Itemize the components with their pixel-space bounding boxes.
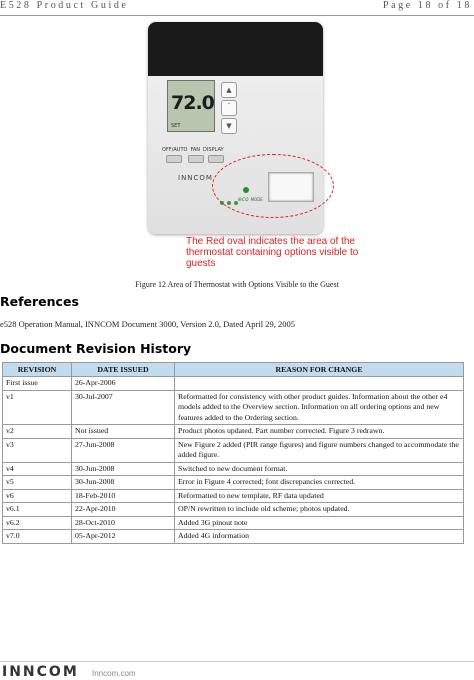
reason-cell: New Figure 2 added (PIR range figures) and figure numbers changed to accommodate the added figure. xyxy=(175,438,464,462)
guest-area-oval xyxy=(212,154,334,218)
revision-cell: v3 xyxy=(3,438,72,462)
reason-cell: Added 4G information xyxy=(175,530,464,544)
table-row xyxy=(3,377,464,391)
table-row xyxy=(3,462,464,476)
revision-cell: v2 xyxy=(3,425,72,439)
device-button-labels xyxy=(162,147,224,153)
fan-key xyxy=(188,155,204,163)
date-cell: 28-Oct-2010 xyxy=(72,516,175,530)
footer-url[interactable]: Inncom.com xyxy=(92,669,136,678)
reason-cell xyxy=(175,377,464,391)
off-auto-label: OFF/AUTO xyxy=(162,147,188,153)
lcd-set-label: SET xyxy=(171,123,181,129)
figure-red-caption: The Red oval indicates the area of the thermostat containing options visible to guests xyxy=(186,236,359,269)
footer-divider xyxy=(0,661,474,662)
table-row xyxy=(3,503,464,517)
page-header xyxy=(0,0,474,14)
display-key xyxy=(208,155,224,163)
header-divider xyxy=(0,15,474,16)
references-heading: References xyxy=(0,294,79,309)
date-cell: 30-Jun-2008 xyxy=(72,462,175,476)
reason-cell: Reformatted for consistency with other product guides. Information about the other e4 models added to the Overview section. Information on all ordering options and new features added to the Ordering section. xyxy=(175,390,464,425)
reason-cell: Error in Figure 4 corrected; font discrepancies corrected. xyxy=(175,476,464,490)
revision-history-heading: Document Revision History xyxy=(0,341,192,356)
reason-cell: Reformatted to new template, RF data updated xyxy=(175,489,464,503)
table-row xyxy=(3,476,464,490)
revision-table xyxy=(2,362,464,544)
column-header-revision: REVISION xyxy=(3,363,72,377)
revision-cell: v1 xyxy=(3,390,72,425)
revision-cell: v6.1 xyxy=(3,503,72,517)
revision-cell: v7.0 xyxy=(3,530,72,544)
reason-cell: Switched to new document format. xyxy=(175,462,464,476)
thermostat-figure xyxy=(138,22,370,280)
revision-cell: v5 xyxy=(3,476,72,490)
eco-label: eco MODE xyxy=(238,196,263,203)
revision-cell: v6 xyxy=(3,489,72,503)
header-title: E528 Product Guide xyxy=(0,0,129,11)
column-header-reason: REASON FOR CHANGE xyxy=(175,363,464,377)
device-brand: INNCOM xyxy=(178,174,213,182)
chevron-up-icon: ▲ xyxy=(221,82,237,98)
date-cell: 18-Feb-2010 xyxy=(72,489,175,503)
thermostat-lcd xyxy=(167,80,215,132)
table-row xyxy=(3,489,464,503)
date-cell: 22-Apr-2010 xyxy=(72,503,175,517)
date-cell: 05-Apr-2012 xyxy=(72,530,175,544)
date-cell: 30-Jun-2008 xyxy=(72,476,175,490)
revision-cell: First issue xyxy=(3,377,72,391)
lcd-temperature: 72.0 xyxy=(171,92,214,114)
figure-caption: Figure 12 Area of Thermostat with Options Visible to the Guest xyxy=(135,280,339,289)
chevron-down-icon: ▼ xyxy=(221,118,237,134)
column-header-date: DATE ISSUED xyxy=(72,363,175,377)
inncom-logo: INNCOM xyxy=(2,664,79,680)
display-label: DISPLAY xyxy=(203,147,224,153)
mode-button-icon: • xyxy=(221,100,237,116)
table-row xyxy=(3,438,464,462)
header-page-number: Page 18 of 18 xyxy=(382,0,472,11)
date-cell: 26-Apr-2006 xyxy=(72,377,175,391)
table-row xyxy=(3,425,464,439)
date-cell: 27-Jun-2008 xyxy=(72,438,175,462)
reason-cell: OP/N rewritten to include old scheme; photos updated. xyxy=(175,503,464,517)
revision-cell: v6.2 xyxy=(3,516,72,530)
off-auto-key xyxy=(166,155,182,163)
thermostat-top-panel xyxy=(148,22,323,76)
table-header-row xyxy=(3,363,464,377)
table-row xyxy=(3,530,464,544)
reason-cell: Added 3G pinout note xyxy=(175,516,464,530)
table-row xyxy=(3,516,464,530)
reference-entry: e528 Operation Manual, INNCOM Document 3000, Version 2.0, Dated April 29, 2005 xyxy=(0,319,295,329)
revision-cell: v4 xyxy=(3,462,72,476)
date-cell: Not issued xyxy=(72,425,175,439)
date-cell: 30-Jul-2007 xyxy=(72,390,175,425)
table-row xyxy=(3,390,464,425)
fan-label: FAN xyxy=(190,147,201,153)
reason-cell: Product photos updated. Part number corrected. Figure 3 redrawn. xyxy=(175,425,464,439)
thermostat-device xyxy=(148,22,323,234)
